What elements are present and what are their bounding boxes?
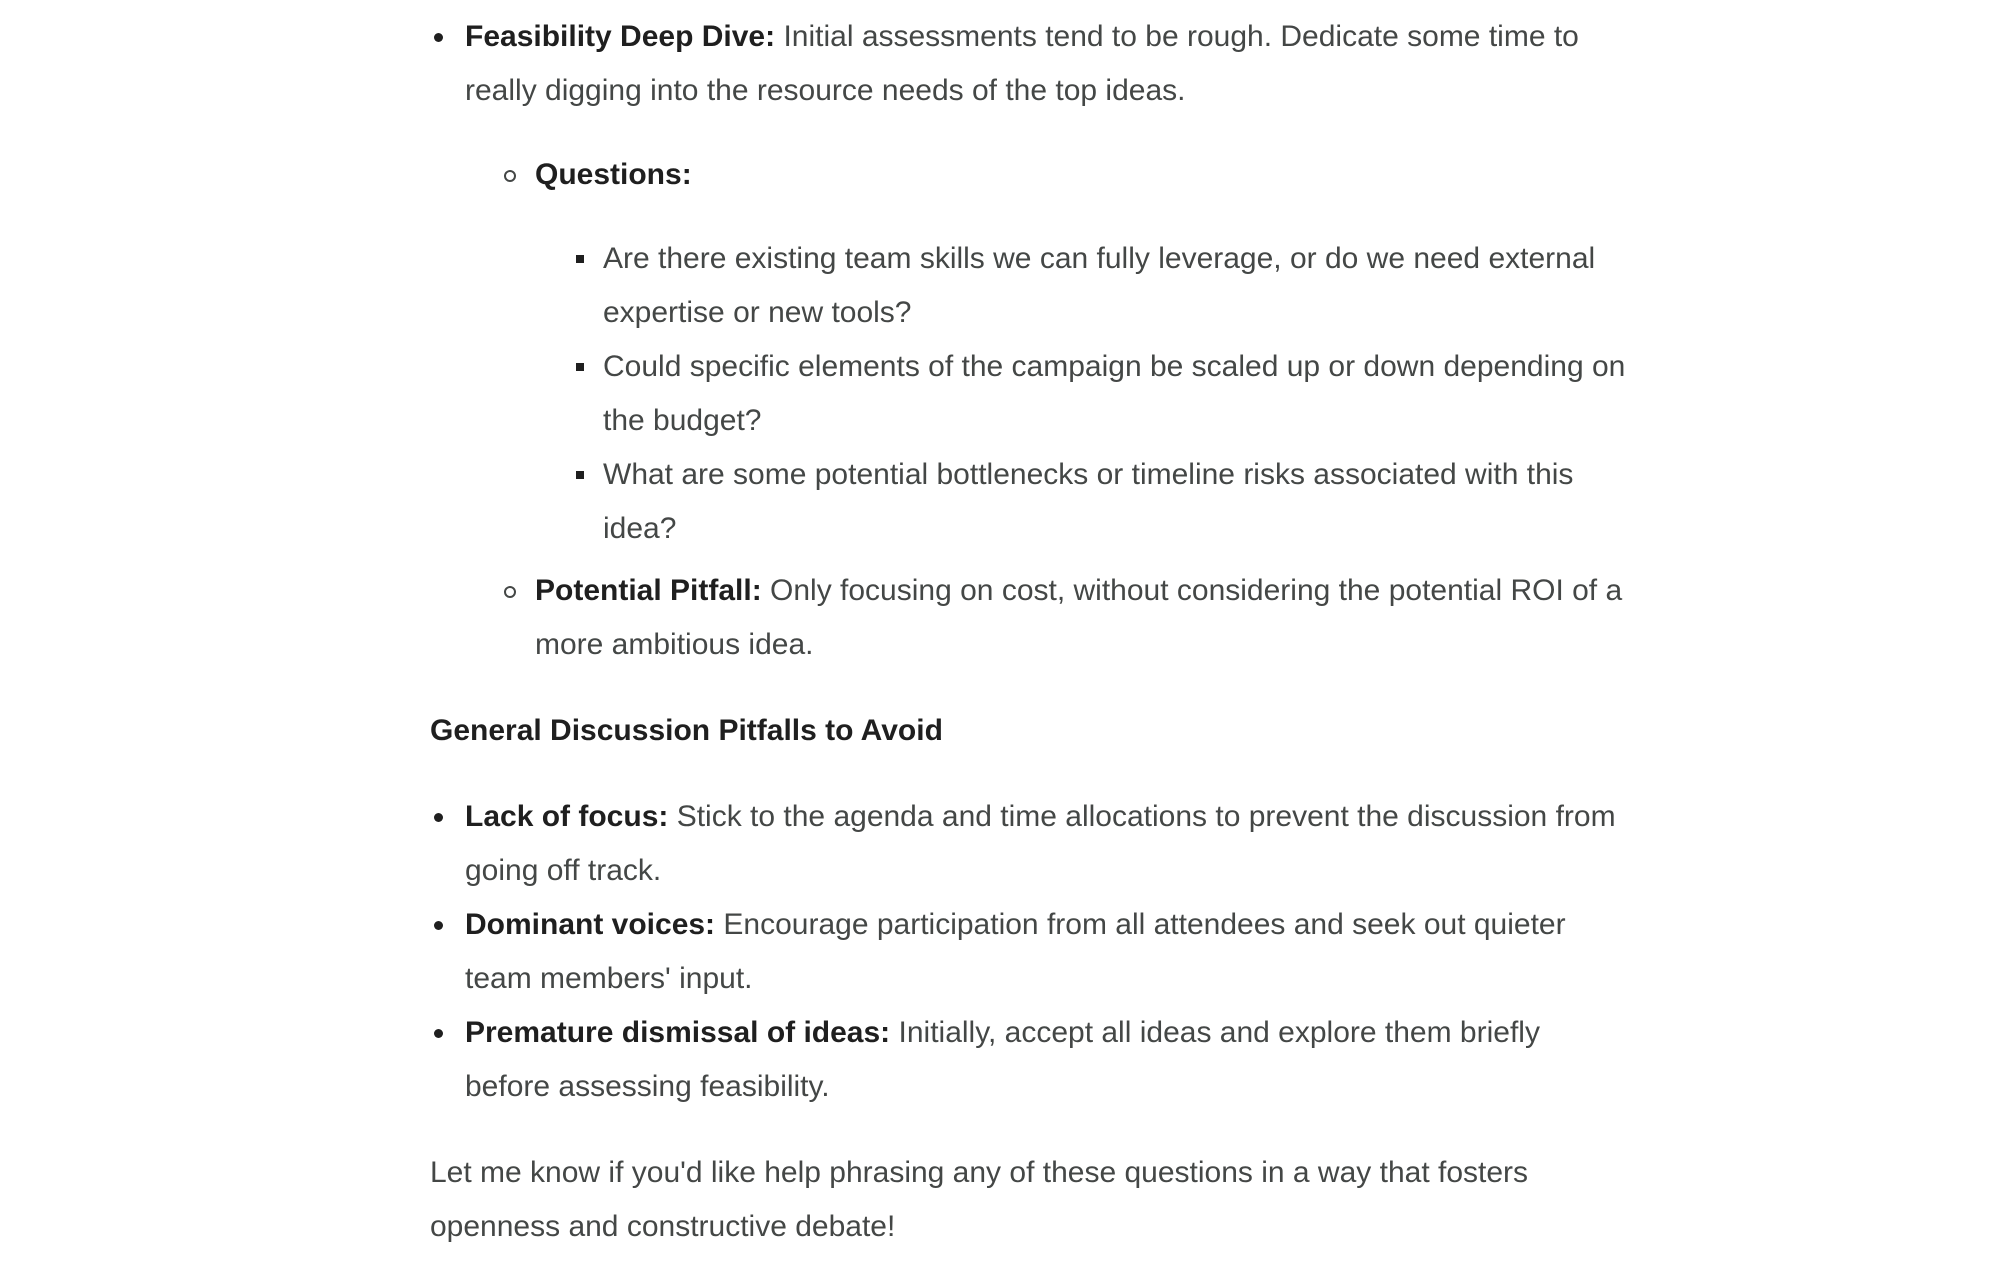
item-title: Premature dismissal of ideas:	[465, 1016, 891, 1049]
list-item	[500, 564, 1630, 672]
list-item	[430, 790, 1630, 898]
response-content	[430, 10, 1630, 1254]
section-heading: General Discussion Pitfalls to Avoid	[430, 714, 943, 747]
questions-label: Questions:	[535, 158, 692, 191]
item-text: Initial assessments tend to be rough. Dedicate some time to really digging into the resource needs of the top ideas.	[465, 20, 1579, 107]
item-text: Stick to the agenda and time allocations to prevent the discussion from going off track.	[465, 800, 1616, 887]
pitfall-label: Potential Pitfall:	[535, 574, 762, 607]
list-item	[430, 898, 1630, 1006]
pitfalls-list	[430, 790, 1630, 1114]
item-text: Initially, accept all ideas and explore them briefly before assessing feasibility.	[465, 1016, 1540, 1103]
questions-list	[535, 232, 1630, 556]
list-item: Could specific elements of the campaign be scaled up or down depending on the budget?	[570, 340, 1630, 448]
sub-list	[465, 148, 1630, 672]
item-title: Dominant voices:	[465, 908, 716, 941]
item-title: Lack of focus:	[465, 800, 669, 833]
item-text: Encourage participation from all attendees and seek out quieter team members' input.	[465, 908, 1566, 995]
item-title: Feasibility Deep Dive:	[465, 20, 776, 53]
list-item: What are some potential bottlenecks or timeline risks associated with this idea?	[570, 448, 1630, 556]
list-item: Are there existing team skills we can fully leverage, or do we need external expertise or new tools?	[570, 232, 1630, 340]
pitfall-text: Only focusing on cost, without considering the potential ROI of a more ambitious idea.	[535, 574, 1623, 661]
closing-paragraph: Let me know if you'd like help phrasing any of these questions in a way that fosters openness and constructive debate!	[430, 1156, 1529, 1243]
list-item	[500, 148, 1630, 556]
list-item	[430, 1006, 1630, 1114]
feasibility-list	[430, 10, 1630, 672]
list-item	[430, 10, 1630, 672]
